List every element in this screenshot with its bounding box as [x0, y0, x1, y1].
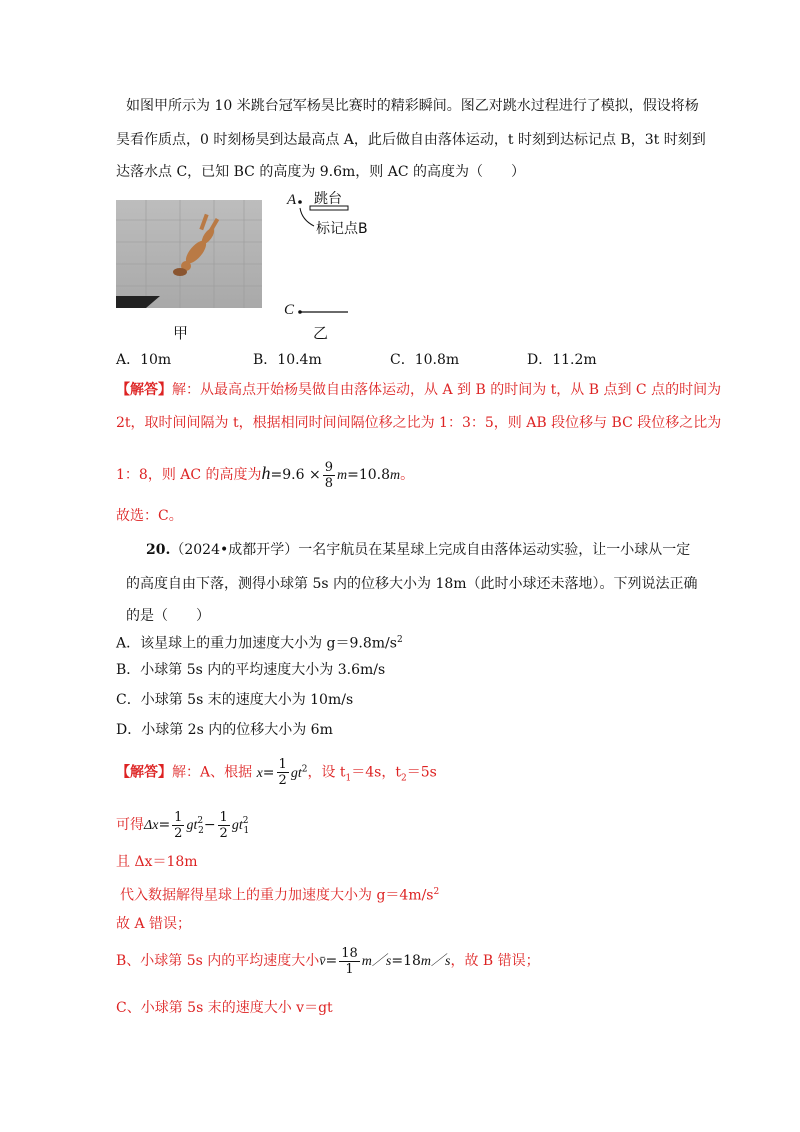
q19-choice: 故选：C。: [116, 508, 183, 524]
sub-1a: 1: [243, 825, 250, 836]
frac-num: 1: [278, 757, 287, 773]
diver-photo: [116, 200, 262, 308]
formula-h: h: [261, 463, 271, 483]
platform-label: 跳台: [314, 191, 342, 207]
q20-stem-line1: [146, 540, 690, 560]
q20-b-post: ，故 B 错误；: [450, 953, 540, 969]
figure-label-yi: 乙: [313, 324, 329, 342]
frac-den: 1: [345, 961, 354, 977]
sup-1a: 2: [242, 816, 249, 826]
q20-a1-pre: 解：A、根据: [172, 764, 253, 781]
formula-fraction: [323, 460, 335, 491]
diver-photo-svg: [116, 200, 262, 308]
q20-answer-line1: [116, 752, 437, 795]
point-a-dot: [298, 200, 302, 204]
formula-vbar: v̄: [319, 954, 326, 969]
frac-num: 9: [324, 459, 334, 475]
formula-part-a: =9.6 ×: [270, 467, 321, 483]
q19-answer-end: 。: [400, 467, 415, 483]
sup-2a: 2: [197, 816, 204, 826]
sub-2: 2: [400, 773, 407, 784]
formula-eq3: =: [325, 953, 338, 969]
q20-option-a: [116, 630, 403, 654]
frac-den: 8: [324, 475, 334, 491]
platform-edge: [116, 296, 160, 308]
q20-stem-line2: 的高度自由下落，测得小球第 5s 内的位移大小为 18m（此时小球还未落地）。下列说法正确: [126, 576, 698, 592]
q20-answer-line-c: C、小球第 5s 末的速度大小 v＝gt: [116, 1000, 333, 1016]
q19-stem-line1: 如图甲所示为 10 米跳台冠军杨昊比赛时的精彩瞬间。图乙对跳水过程进行了模拟，假设将杨: [126, 98, 699, 114]
q20-stem-line3: 的是（ ）: [126, 608, 210, 624]
q20-a1-mid: ＝4s，t: [351, 764, 401, 781]
marker-b-label: 标记点B: [316, 221, 368, 237]
schematic-lines: [296, 196, 356, 326]
frac-den: 2: [174, 825, 183, 841]
formula-eq2: =: [158, 817, 171, 833]
sub-1: 1: [345, 773, 352, 784]
formula-minus: −: [203, 817, 216, 833]
q19-answer-line2: 2t，取时间间隔为 t，根据相同时间间隔位移之比为 1：3：5，则 AB 段位移与 BC 段位移之比为: [116, 415, 722, 431]
formula-unit-1: m: [337, 468, 348, 483]
marker-leader-line: [300, 208, 314, 226]
q20-answer-line3: 且 Δx＝18m: [116, 854, 198, 870]
formula-gt1: gt: [231, 818, 243, 833]
formula-fraction-18: [339, 946, 360, 977]
formula-gt: gt: [290, 765, 302, 781]
q19-option-d: D．11.2m: [527, 352, 597, 368]
formula-fraction-1: [172, 810, 184, 841]
q20-number: 20.: [146, 542, 171, 558]
formula-sup: 2: [301, 764, 308, 774]
q20-a4-text: 代入数据解得星球上的重力加速度大小为 g＝4m/s: [120, 887, 434, 904]
formula-unit-2: m: [390, 468, 401, 483]
q20-a1-end: ＝5s: [406, 764, 437, 781]
formula-part-c: =10.8: [347, 467, 391, 483]
q20-answer-line2: [116, 804, 249, 848]
q20-option-d: D．小球第 2s 内的位移大小为 6m: [116, 722, 333, 738]
answer-tag: 【解答】: [116, 382, 172, 398]
q20-answer-line-b: [116, 944, 540, 979]
frac-den: 2: [219, 825, 228, 841]
formula-dx: Δx: [144, 818, 159, 833]
formula-gt2: gt: [186, 818, 198, 833]
q19-answer-line1: [116, 380, 721, 400]
q20-a4-sup: 2: [433, 887, 440, 897]
q20-option-a-sup: 2: [396, 635, 403, 645]
formula-eq: =: [262, 764, 275, 781]
frac-num: 18: [341, 945, 358, 961]
formula-x: x: [256, 765, 263, 781]
q19-option-b: B．10.4m: [253, 352, 322, 368]
q20-a2-pre: 可得: [116, 817, 144, 833]
sub-2a: 2: [198, 825, 204, 836]
figure-label-jia: 甲: [173, 324, 189, 342]
q20-option-a-text: A．该星球上的重力加速度大小为 g＝9.8m/s: [116, 635, 397, 652]
q19-option-a: A．10m: [116, 352, 172, 368]
answer-tag-20: 【解答】: [116, 764, 172, 781]
formula-fraction-2: [218, 810, 230, 841]
frac-den: 2: [278, 773, 287, 789]
point-c-label: C: [284, 302, 295, 318]
q19-stem-line3: 达落水点 C，已知 BC 的高度为 9.6m，则 AC 的高度为（ ）: [116, 164, 526, 180]
frac-num: 1: [174, 809, 183, 825]
q19-stem-line2: 昊看作质点，0 时刻杨昊到达最高点 A，此后做自由落体运动，t 时刻到达标记点 B，3t 时刻到: [116, 132, 706, 148]
q19-answer-pre: 1：8，则 AC 的高度为: [116, 467, 262, 483]
q20-stem-text1: （2024•成都开学）一名宇航员在某星球上完成自由落体运动实验，让一小球从一定: [170, 542, 691, 558]
q20-a1-post: ，设 t: [307, 764, 346, 781]
formula-unit-ms1: m／s: [361, 954, 392, 969]
q20-answer-line4: [120, 882, 439, 906]
q19-answer-text1: 解：从最高点开始杨昊做自由落体运动，从 A 到 B 的时间为 t，从 B 点到 C 点的时间为: [172, 382, 722, 398]
q20-b-pre: B、小球第 5s 内的平均速度大小: [116, 953, 320, 969]
point-a-label: A: [287, 192, 297, 208]
formula-res: =18: [391, 953, 421, 969]
formula-unit-ms2: m／s: [420, 954, 451, 969]
q20-option-c: C．小球第 5s 末的速度大小为 10m/s: [116, 692, 354, 708]
q19-option-c: C．10.8m: [390, 352, 460, 368]
q19-answer-line3: [116, 456, 414, 493]
formula-fraction-half: [277, 757, 289, 788]
q20-answer-line5: 故 A 错误；: [116, 916, 192, 932]
frac-num: 1: [219, 809, 228, 825]
q20-option-b: B．小球第 5s 内的平均速度大小为 3.6m/s: [116, 662, 386, 678]
